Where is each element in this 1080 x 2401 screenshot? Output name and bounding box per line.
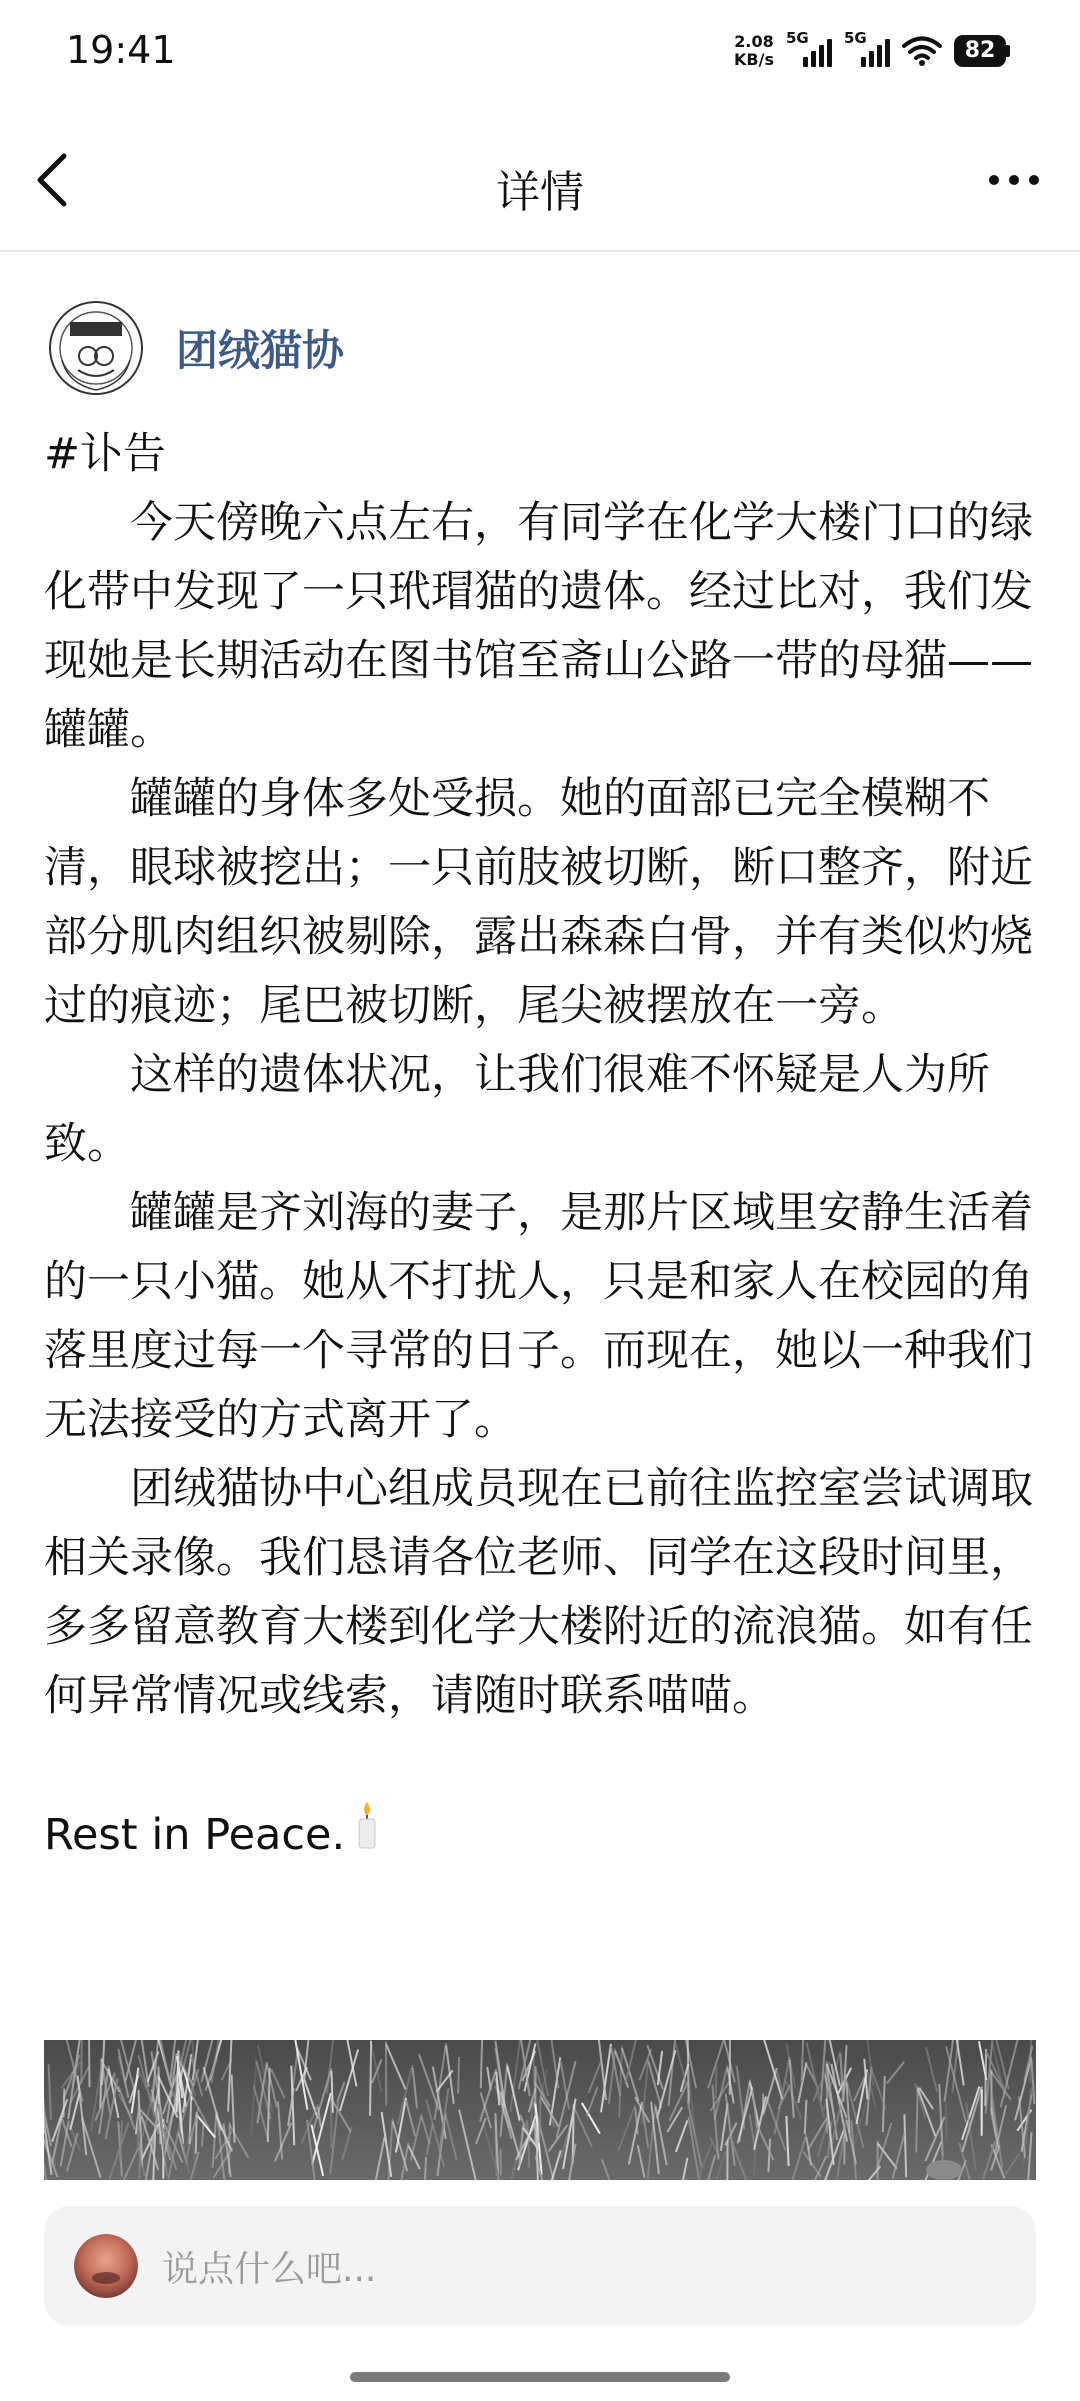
spacer bbox=[44, 1731, 1040, 1800]
signal-icon bbox=[786, 29, 832, 69]
closing-line bbox=[44, 1800, 1040, 1871]
closing-text: Rest in Peace. bbox=[44, 1810, 346, 1860]
battery-icon bbox=[954, 35, 1010, 67]
home-indicator[interactable] bbox=[350, 2372, 730, 2382]
battery-level: 82 bbox=[954, 35, 1006, 67]
post-image[interactable] bbox=[44, 2040, 1036, 2180]
sim2-label: 5G bbox=[844, 29, 867, 47]
sim1-label: 5G bbox=[786, 29, 809, 47]
comment-bar[interactable] bbox=[44, 2206, 1036, 2326]
post-paragraph: 团绒猫协中心组成员现在已前往监控室尝试调取相关录像。我们恳请各位老师、同学在这段时间里，多多留意教育大楼到化学大楼附近的流浪猫。如有任何异常情况或线索，请随时联系喵喵。 bbox=[44, 1464, 1033, 1721]
candle-icon bbox=[353, 1800, 381, 1871]
author-row[interactable] bbox=[48, 300, 344, 396]
post-paragraph: 这样的遗体状况，让我们很难不怀疑是人为所致。 bbox=[44, 1050, 990, 1169]
network-speed bbox=[734, 33, 774, 69]
nav-bar bbox=[0, 120, 1080, 252]
signal-icon bbox=[844, 29, 890, 69]
more-dots-icon[interactable] bbox=[984, 160, 1044, 200]
wifi-icon bbox=[902, 35, 942, 67]
network-speed-unit: KB/s bbox=[734, 50, 774, 69]
author-avatar[interactable] bbox=[48, 300, 144, 396]
page-title: 详情 bbox=[496, 167, 584, 218]
comment-input[interactable]: 说点什么吧... bbox=[162, 2248, 377, 2290]
status-bar bbox=[0, 0, 1080, 100]
post-paragraph: 罐罐是齐刘海的妻子，是那片区域里安静生活着的一只小猫。她从不打扰人，只是和家人在校园的角落里度过每一个寻常的日子。而现在，她以一种我们无法接受的方式离开了。 bbox=[44, 1188, 1033, 1445]
network-speed-value: 2.08 bbox=[734, 32, 774, 51]
post-tag[interactable]: #讣告 bbox=[44, 429, 167, 479]
author-name[interactable]: 团绒猫协 bbox=[176, 326, 345, 375]
post-body bbox=[44, 420, 1040, 1871]
status-icons bbox=[734, 28, 1010, 74]
status-time: 19:41 bbox=[66, 28, 176, 72]
post-paragraph: 今天傍晚六点左右，有同学在化学大楼门口的绿化带中发现了一只玳瑁猫的遗体。经过比对，我们发现她是长期活动在图书馆至斋山公路一带的母猫——罐罐。 bbox=[44, 498, 1033, 755]
post-paragraph: 罐罐的身体多处受损。她的面部已完全模糊不清，眼球被挖出；一只前肢被切断，断口整齐，附近部分肌肉组织被剔除，露出森森白骨，并有类似灼烧过的痕迹；尾巴被切断，尾尖被摆放在一旁。 bbox=[44, 774, 1033, 1031]
user-avatar bbox=[74, 2234, 138, 2298]
